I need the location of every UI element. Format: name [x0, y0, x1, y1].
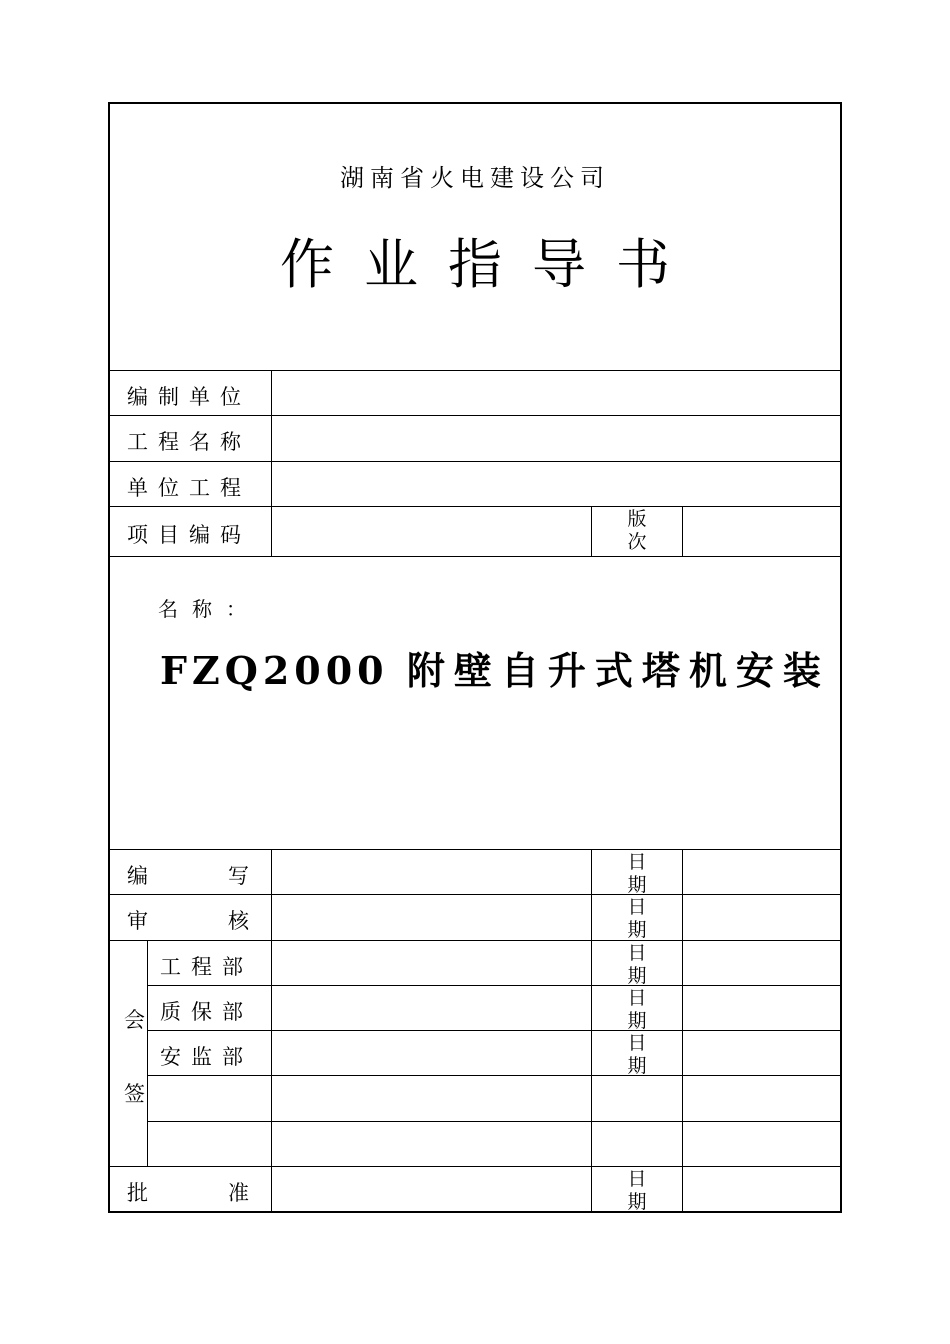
approve-label-b: 准	[228, 1181, 249, 1205]
name-label: 名称：	[158, 597, 260, 621]
review-label-b: 核	[228, 909, 249, 933]
approve-label-a: 批	[127, 1181, 148, 1205]
dept-quality: 质保部	[160, 1000, 253, 1024]
dept-engineering: 工程部	[160, 955, 253, 979]
divider	[147, 1075, 842, 1076]
divider	[108, 415, 842, 416]
name-code: FZQ2000	[160, 648, 389, 693]
version-label: 版 次	[627, 508, 647, 553]
divider	[147, 1030, 842, 1031]
info-label-unit: 编制单位	[127, 385, 251, 409]
date-label: 日 期	[627, 896, 647, 941]
write-label-a: 编	[127, 864, 148, 888]
divider	[108, 370, 842, 371]
date-label: 日 期	[627, 1032, 647, 1077]
divider	[108, 506, 842, 507]
date-label: 日 期	[627, 987, 647, 1032]
divider	[682, 506, 683, 556]
divider	[147, 940, 148, 1166]
divider	[147, 985, 842, 986]
document-title: 作业指导书	[280, 233, 700, 296]
divider	[108, 556, 842, 557]
date-label: 日 期	[627, 1168, 647, 1213]
divider	[108, 940, 842, 941]
divider	[591, 506, 592, 556]
divider	[108, 849, 842, 850]
info-label-project: 工程名称	[127, 430, 251, 454]
divider	[108, 1166, 842, 1167]
dept-safety: 安监部	[160, 1045, 253, 1069]
write-label-b: 写	[228, 864, 249, 888]
document-name	[160, 640, 830, 695]
review-label-a: 审	[127, 909, 148, 933]
divider	[147, 1121, 842, 1122]
divider	[591, 849, 592, 1212]
divider	[108, 461, 842, 462]
divider	[271, 370, 272, 556]
divider	[682, 849, 683, 1212]
divider	[271, 849, 272, 1212]
info-label-sub-project: 单位工程	[127, 476, 251, 500]
countersign-label-a: 会	[124, 1008, 145, 1032]
divider	[108, 894, 842, 895]
date-label: 日 期	[627, 942, 647, 987]
date-label: 日 期	[627, 851, 647, 896]
info-label-item-code: 项目编码	[127, 523, 251, 547]
company-name: 湖南省火电建设公司	[340, 164, 610, 192]
name-text: 附壁自升式塔机安装	[406, 648, 830, 693]
countersign-label-b: 签	[124, 1082, 145, 1106]
